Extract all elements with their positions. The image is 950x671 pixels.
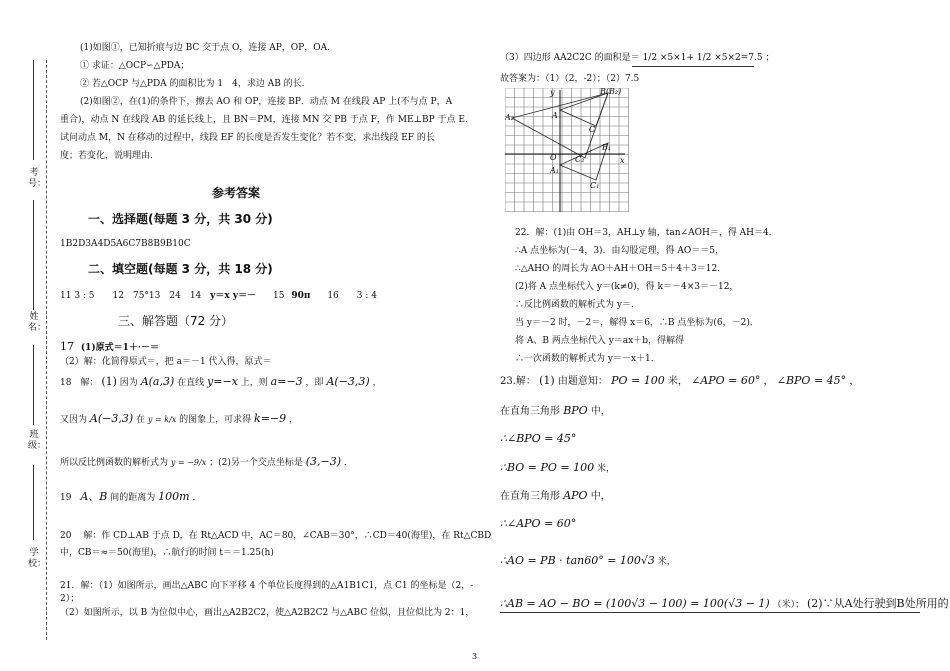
q23-label: 23.解： [500,376,536,387]
q20-line1: 20 解：作 CD⊥AB 于点 D，在 Rt△ACD 中，AC＝80，∠CAB＝30°，∴CD＝40(海里)，在 Rt△CBD [60,531,492,541]
q18-math: (3,−3) [305,455,341,468]
q18-math: A(−3,3) [326,375,370,388]
binding-margin [0,0,60,671]
q23-text: 中， [590,406,611,417]
label-kaohao: 考号： [28,168,47,189]
q18-line1 [60,376,382,389]
q23-line4 [500,462,615,475]
question-line: ② 若△OCP 与△PDA 的面积比为 1 4，求边 AB 的长． [80,79,311,89]
binding-dashed-line [46,60,47,640]
label-xingming: 姓名： [28,312,47,333]
section-fill: 二、填空题(每题 3 分，共 18 分) [88,262,273,276]
line-banji [33,345,34,425]
fill-answers-e: 16 3 : 4 [327,291,377,301]
coordinate-grid-figure [505,88,630,213]
q23-math: ∴BO = PO = 100 [500,461,595,474]
q23-text: 在直角三角形 [500,491,560,502]
q18-text: 所以反比例函数的解析式为 [60,458,169,468]
q18-math: a=−3 [270,375,303,388]
q22-line7: 将 A、B 两点坐标代入 y＝ax＋b，得解得 [515,336,684,346]
q18-part: (1) [101,375,117,388]
q23-text: 米， [597,464,616,474]
q23-math: ∴AO = PB · tan60° = 100√3 [500,554,655,567]
q23-part: (1) [539,374,555,387]
q21-part3 [500,52,774,64]
q18-text: 上，则 [240,378,268,388]
q23-text: 由题意知： [557,376,608,387]
label-b: B(B₂) [600,88,622,96]
q22-line1: 22．解：(1)由 OH＝3，AH⊥y 轴，tan∠AOH＝，得 AH＝4． [515,228,778,238]
label-o: O [550,153,557,162]
fill-answers-b: y＝x y＝－ [210,291,257,301]
section-solve: 三、解答题（72 分） [118,314,234,328]
bottom-rule [500,612,920,613]
q17-number: 17 [60,340,74,353]
q21-line2: 2）； [60,594,80,604]
q21-answer: 故答案为：（1）（2，-2）；（2）7.5 [500,74,640,84]
triangle-a-b-c [560,93,608,126]
q23-math: ∴AB = AO − BO = (100√3 − 100) = 100(√3 − 1) [500,597,770,610]
q18-line2 [60,413,298,426]
q22-line2: ∴A 点坐标为(－4，3)．由勾股定理，得 AO＝＝5， [515,246,725,256]
q23-math: APO [563,489,588,502]
q20-line2: 中，CB＝≈＝50(海里)，∴航行的时间 t＝＝1.25(h) [60,548,274,558]
q18-text: ， [372,378,382,388]
label-a1: A₁ [550,166,559,175]
q19-number: 19 [60,493,72,503]
q17-line1 [60,341,159,354]
q18-text: 因为 [119,378,138,388]
q22-line5: ∴反比例函数的解析式为 y＝． [515,300,640,310]
q18-text: ． [343,458,353,468]
fill-answers-d: 90π [291,291,311,301]
q23-text: 中， [590,491,611,502]
fill-answers [60,290,377,302]
q18-text: ；(2)另一个交点坐标是 [209,458,303,468]
q18-text: 又因为 [60,415,88,425]
q23-text: ， [763,376,774,387]
fill-answers-a: 11 3 : 5 12 75°13 24 14 [60,291,202,301]
line-kaohao [33,60,34,160]
q23-line1 [500,375,859,388]
q23-math: PO = 100 [611,374,665,387]
q23-math: ∠APO = 60° [691,374,761,387]
q23-line3: ∴∠BPO = 45° [500,432,577,445]
label-a: A [552,111,558,120]
q23-line2 [500,405,611,418]
q21-part3-formula: 1/2 ×5×1+ 1/2 ×5×2=7.5 [642,53,763,63]
q18-math: y=−x [207,375,238,388]
q18-text: ， [289,415,299,425]
q18-math: k=−9 [254,412,287,425]
q23-text: (2)∵从A处行驶到B处所用的 [807,597,949,610]
q21-line3: （2）如图所示，以 B 为位似中心，画出△A2B2C2，使△A2B2C2 与△ABC 位似，且位似比为 2：1， [60,608,475,618]
question-line: 试问动点 M，N 在移动的过程中，线段 EF 的长度是否发生变化？若不变，求出线段 EF 的长 [60,133,435,143]
q18-text: 在直线 [177,378,205,388]
q23-text: 在直角三角形 [500,406,560,417]
q21-part3-end: ； [765,53,775,63]
label-b1: B₁ [602,143,612,152]
q18-math: A(−3,3) [89,412,134,425]
q22-line6: 当 y＝－2 时，－2＝，解得 x＝6，∴B 点坐标为(6，－2)． [515,318,759,328]
q17-part1: (1)原式＝1＋·－＝ [80,343,160,353]
q19-text: ． [192,493,202,503]
question-line: 度；若变化，说明理由． [60,151,160,161]
q19-text: 间的距离为 [110,493,156,503]
q22-line3: ∴△AHO 的周长为 AO＋AH＋OH＝5＋4＋3＝12． [515,264,727,274]
q23-text: （米）； [772,600,805,610]
q17-line2: （2）解：化简得原式＝，把 a＝－1 代入得，原式＝ [60,357,272,367]
q18-line3 [60,456,353,469]
q22-line4: (2)将 A 点坐标代入 y＝(k≠0)，得 k＝－4×3＝－12， [515,282,739,292]
q18-text: 在 [136,415,146,425]
q23-line6: ∴∠APO = 60° [500,517,577,530]
label-c1: C₁ [590,181,600,190]
question-line: 重合)，动点 N 在线段 AB 的延长线上，且 BN＝PM，连接 MN 交 PB 于点 F，作 ME⊥BP 于点 E． [60,115,474,125]
section-choice: 一、选择题(每题 3 分，共 30 分) [88,212,273,226]
label-banji: 班级： [28,430,47,451]
question-line: (1)如图①，已知折痕与边 BC 交于点 O，连接 AP，OP，OA． [80,43,337,53]
q23-text: 米， [667,376,688,387]
q23-math: BPO [563,404,588,417]
q19-math: A、B [80,490,108,503]
label-c2: C₂ [575,155,585,164]
question-line: (2)如图②，在(1)的条件下，擦去 AO 和 OP，连接 BP．动点 M 在线段 AP 上(不与点 P，A [80,97,453,107]
q18-label: 18 解： [60,378,99,388]
q18-text: ，即 [305,378,324,388]
q23-line7 [500,555,676,568]
q18-math: A(a,3) [140,375,175,388]
answer-title: 参考答案 [212,186,261,200]
label-xuexiao: 学校： [28,548,47,569]
label-x: x [620,156,625,165]
q21-line1: 21．解：（1）如图所示，画出△ABC 向下平移 4 个单位长度得到的△A1B1C1，点 C1 的坐标是（2，- [60,581,474,591]
line-xuexiao [33,465,34,540]
q23-line5 [500,490,611,503]
page-number: 3 [472,652,478,661]
q18-math: y = k/x [147,415,177,424]
label-y: y [550,88,555,97]
q19-line [60,491,201,504]
underline [632,66,754,67]
q18-math: y = −9/x [170,458,207,467]
q18-text: 的图象上，可求得 [179,415,252,425]
q22-line8: ∴一次函数的解析式为 y＝－x＋1． [515,354,660,364]
q23-text: ， [849,376,860,387]
q23-line8 [500,598,949,611]
q23-math: ∠BPO = 45° [776,374,847,387]
q19-math: 100m [158,490,190,503]
label-a2: A₂ [505,113,514,122]
question-line: ① 求证：△OCP∽△PDA； [80,61,190,71]
line-xingming [33,200,34,310]
label-c: C [589,125,596,134]
q23-text: 米， [657,557,676,567]
choice-answers: 1B2D3A4D5A6C7B8B9B10C [60,239,191,249]
fill-answers-c: 15 [273,291,285,301]
q21-part3-text: （3）四边形 AA2C2C 的面积是＝ [500,53,640,63]
